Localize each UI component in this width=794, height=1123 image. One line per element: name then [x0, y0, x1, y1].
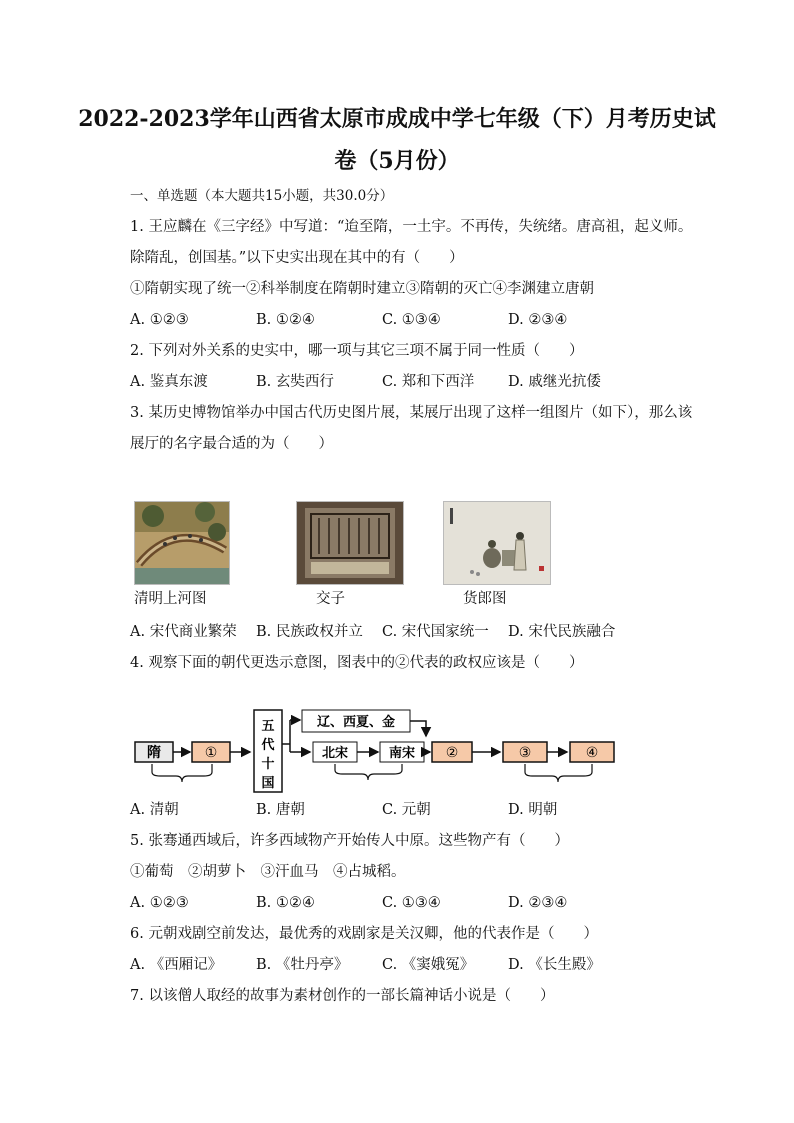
q5-option-d[interactable]: D. ②③④	[508, 895, 568, 911]
caption-huolang: 货郎图	[463, 591, 507, 607]
diagram-five-1: 五	[261, 719, 275, 734]
q1-stem-line-1: 1. 王应麟在《三字经》中写道：“迨至隋，一土宇。不再传，失统绪。唐高祖，起义师。	[130, 219, 693, 235]
diagram-liao-xixia-jin: 辽、西夏、金	[316, 715, 396, 730]
caption-qingming: 清明上河图	[134, 591, 207, 607]
q6-option-b[interactable]: B. 《牡丹亭》	[256, 957, 349, 973]
diagram-circle-2: ②	[445, 745, 459, 761]
diagram-southern-song: 南宋	[388, 746, 416, 761]
q1-option-c[interactable]: C. ①③④	[382, 312, 441, 328]
exam-title-line-1: 2022-2023学年山西省太原市成成中学七年级（下）月考历史试	[78, 106, 716, 132]
q1-statements: ①隋朝实现了统一②科举制度在隋朝时建立③隋朝的灭亡④李渊建立唐朝	[130, 281, 594, 297]
q5-items: ①葡萄 ②胡萝卜 ③汗血马 ④占城稻。	[130, 864, 406, 880]
diagram-five-4: 国	[261, 776, 275, 791]
qingming-painting-image	[134, 501, 230, 585]
caption-jiaozi: 交子	[316, 591, 345, 607]
q4-option-d[interactable]: D. 明朝	[508, 802, 558, 818]
q1-stem-line-2: 除隋乱，创国基。”以下史实出现在其中的有（ ）	[130, 250, 464, 266]
q6-option-d[interactable]: D. 《长生殿》	[508, 957, 601, 973]
q3-stem-line-2: 展厅的名字最合适的为（ ）	[130, 436, 333, 452]
q3-stem-line-1: 3. 某历史博物馆举办中国古代历史图片展，某展厅出现了这样一组图片（如下），那么该	[130, 405, 693, 421]
q3-option-b[interactable]: B. 民族政权并立	[256, 624, 363, 640]
q3-option-d[interactable]: D. 宋代民族融合	[508, 624, 616, 640]
section-heading: 一、单选题（本大题共15小题，共30.0分）	[130, 188, 394, 204]
diagram-circle-4: ④	[585, 745, 599, 761]
q4-option-a[interactable]: A. 清朝	[130, 802, 179, 818]
diagram-sui: 隋	[147, 745, 161, 761]
q3-option-c[interactable]: C. 宋代国家统一	[382, 624, 489, 640]
q4-stem: 4. 观察下面的朝代更迭示意图，图表中的②代表的政权应该是（ ）	[130, 655, 584, 671]
q2-option-a[interactable]: A. 鉴真东渡	[130, 374, 208, 390]
huolang-painting-image	[443, 501, 551, 585]
diagram-circle-3: ③	[518, 745, 532, 761]
q3-option-a[interactable]: A. 宋代商业繁荣	[130, 624, 237, 640]
q2-stem: 2. 下列对外关系的史实中，哪一项与其它三项不属于同一性质（ ）	[130, 343, 584, 359]
q7-stem: 7. 以该僧人取经的故事为素材创作的一部长篇神话小说是（ ）	[130, 988, 555, 1004]
q2-option-b[interactable]: B. 玄奘西行	[256, 374, 334, 390]
q5-option-b[interactable]: B. ①②④	[256, 895, 315, 911]
diagram-northern-song: 北宋	[321, 746, 349, 761]
q4-option-b[interactable]: B. 唐朝	[256, 802, 305, 818]
diagram-five-3: 十	[261, 757, 275, 772]
q2-option-c[interactable]: C. 郑和下西洋	[382, 374, 475, 390]
q5-option-a[interactable]: A. ①②③	[130, 895, 189, 911]
q1-option-a[interactable]: A. ①②③	[130, 312, 189, 328]
q1-option-b[interactable]: B. ①②④	[256, 312, 315, 328]
q6-option-a[interactable]: A. 《西厢记》	[130, 957, 223, 973]
diagram-five-2: 代	[261, 738, 275, 753]
q6-option-c[interactable]: C. 《窦娥冤》	[382, 957, 475, 973]
jiaozi-image	[296, 501, 404, 585]
q5-option-c[interactable]: C. ①③④	[382, 895, 441, 911]
dynasty-change-diagram	[130, 700, 620, 796]
q6-stem: 6. 元朝戏剧空前发达，最优秀的戏剧家是关汉卿，他的代表作是（ ）	[130, 926, 598, 942]
q2-option-d[interactable]: D. 戚继光抗倭	[508, 374, 601, 390]
q5-stem: 5. 张骞通西域后，许多西域物产开始传人中原。这些物产有（ ）	[130, 833, 569, 849]
diagram-circle-1: ①	[204, 745, 218, 761]
exam-title-line-2: 卷（5月份）	[334, 148, 460, 174]
q4-option-c[interactable]: C. 元朝	[382, 802, 431, 818]
q1-option-d[interactable]: D. ②③④	[508, 312, 568, 328]
